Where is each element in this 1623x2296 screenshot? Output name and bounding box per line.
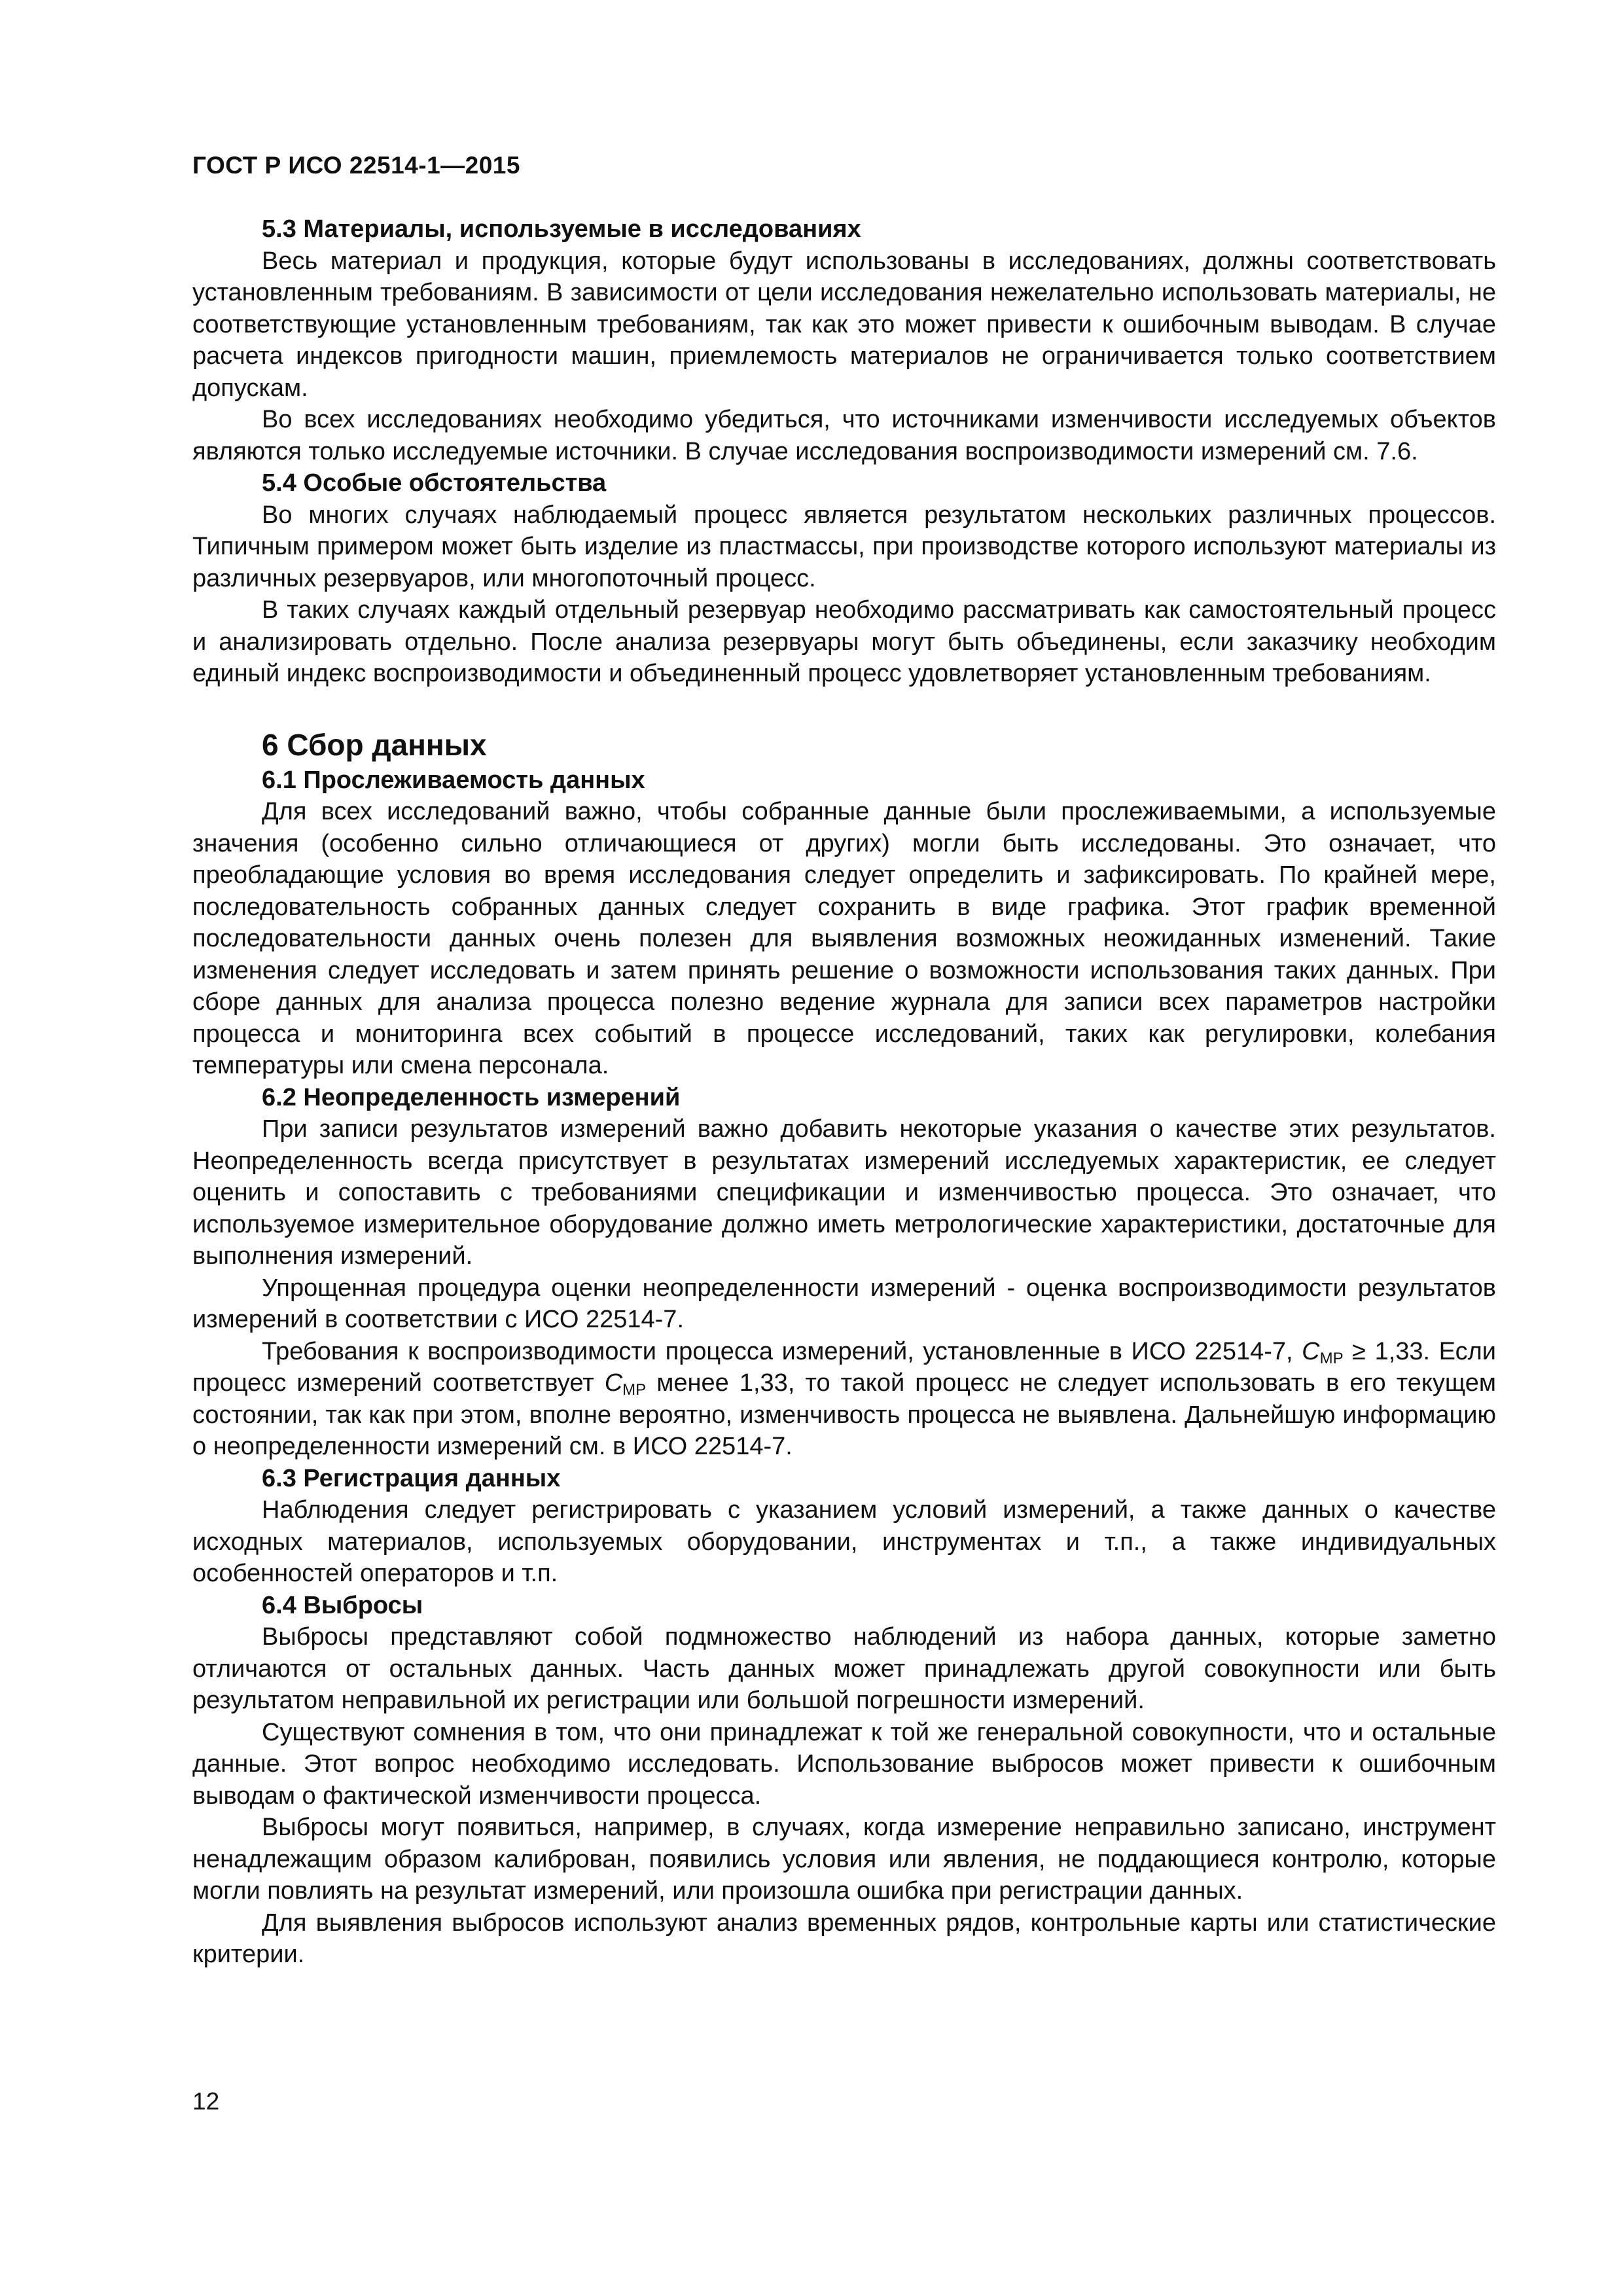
paragraph: Для всех исследований важно, чтобы собранные данные были прослеживаемыми, а используемые значения (особенно сильно отличающиеся от других) могли быть исследованы. Это означает, что преобладающие условия во время исследования следует определить и зафиксировать. По крайней мере, последовательность собранных данных следует сохранить в виде графика. Этот график временной последовательности данных очень полезен для выявления возможных неожиданных изменений. Такие изменения следует исследовать и затем принять решение о возможности использования таких данных. При сборе данных для анализа процесса полезно ведение журнала для записи всех параметров настройки процесса и мониторинга всех событий в процессе исследований, таких как регулировки, колебания температуры или смена персонала. <box>192 798 1496 1079</box>
symbol-subscript: MP <box>622 1381 647 1399</box>
paragraph: Упрощенная процедура оценки неопределенности измерений - оценка воспроизводимости результатов измерений в соответствии с ИСО 22514-7. <box>192 1274 1496 1333</box>
text-run: Требования к воспроизводимости процесса измерений, установленные в ИСО 22514-7, <box>262 1337 1302 1365</box>
section-heading-6-3: 6.3 Регистрация данных <box>262 1464 561 1492</box>
paragraph: Выбросы могут появиться, например, в случаях, когда измерение неправильно записано, инструмент ненадлежащим образом калиброван, появились условия или явления, не поддающиеся контролю, которые могли повлиять на результат измерений, или произошла ошибка при регистрации данных. <box>192 1814 1496 1905</box>
paragraph: Для выявления выбросов используют анализ временных рядов, контрольные карты или статистические критерии. <box>192 1909 1496 1968</box>
paragraph: Весь материал и продукция, которые будут использованы в исследованиях, должны соответствовать установленным требованиям. В зависимости от цели исследования нежелательно использовать материалы, не соответствующие установленным требованиям, так как это может привести к ошибочным выводам. В случае расчета индексов пригодности машин, приемлемость материалов не ограничивается только соответствием допускам. <box>192 247 1496 402</box>
section-heading-5-3: 5.3 Материалы, используемые в исследованиях <box>262 215 861 243</box>
text-run: менее 1,33, то такой процесс не следует использовать в его текущем состоянии, так как при этом, вполне вероятно, изменчивость процесса не выявлена. Дальнейшую информацию о неопределенности измерений см. в ИСО 22514-7. <box>192 1369 1496 1460</box>
page-body <box>192 213 1496 1971</box>
document-header: ГОСТ Р ИСО 22514-1—2015 <box>192 152 520 179</box>
page-number: 12 <box>192 2088 220 2115</box>
paragraph: Наблюдения следует регистрировать с указанием условий измерений, а также данных о качестве исходных материалов, используемых оборудовании, инструментах и т.п., а также индивидуальных особенностей операторов и т.п. <box>192 1496 1496 1587</box>
section-heading-6-1: 6.1 Прослеживаемость данных <box>262 766 645 794</box>
paragraph: Выбросы представляют собой подмножество наблюдений из набора данных, которые заметно отличаются от остальных данных. Часть данных может принадлежать другой совокупности или быть результатом неправильной их регистрации или большой погрешности измерений. <box>192 1623 1496 1714</box>
symbol-c: C <box>604 1369 623 1397</box>
chapter-heading-6: 6 Сбор данных <box>262 727 487 762</box>
section-heading-6-4: 6.4 Выбросы <box>262 1591 423 1619</box>
paragraph-cmp-requirement <box>192 1336 1496 1463</box>
section-heading-5-4: 5.4 Особые обстоятельства <box>262 469 607 497</box>
text-run: ≥ 1,33. Если процесс измерений соответствует <box>192 1337 1496 1397</box>
paragraph: Во многих случаях наблюдаемый процесс является результатом нескольких различных процессов. Типичным примером может быть изделие из пластмассы, при производстве которого используют материалы из различных резервуаров, или многопоточный процесс. <box>192 501 1496 592</box>
paragraph: При записи результатов измерений важно добавить некоторые указания о качестве этих результатов. Неопределенность всегда присутствует в результатах измерений исследуемых характеристик, ее следует оценить и сопоставить с требованиями спецификации и изменчивостью процесса. Это означает, что используемое измерительное оборудование должно иметь метрологические характеристики, достаточные для выполнения измерений. <box>192 1115 1496 1270</box>
section-heading-6-2: 6.2 Неопределенность измерений <box>262 1083 681 1111</box>
symbol-subscript: MP <box>1319 1349 1344 1367</box>
paragraph: Существуют сомнения в том, что они принадлежат к той же генеральной совокупности, что и остальные данные. Этот вопрос необходимо исследовать. Использование выбросов может привести к ошибочным выводам о фактической изменчивости процесса. <box>192 1718 1496 1810</box>
paragraph: Во всех исследованиях необходимо убедиться, что источниками изменчивости исследуемых объектов являются только исследуемые источники. В случае исследования воспроизводимости измерений см. 7.6. <box>192 406 1496 465</box>
paragraph: В таких случаях каждый отдельный резервуар необходимо рассматривать как самостоятельный процесс и анализировать отдельно. После анализа резервуары могут быть объединены, если заказчику необходим единый индекс воспроизводимости и объединенный процесс удовлетворяет установленным требованиям. <box>192 596 1496 687</box>
symbol-c: C <box>1302 1337 1320 1365</box>
